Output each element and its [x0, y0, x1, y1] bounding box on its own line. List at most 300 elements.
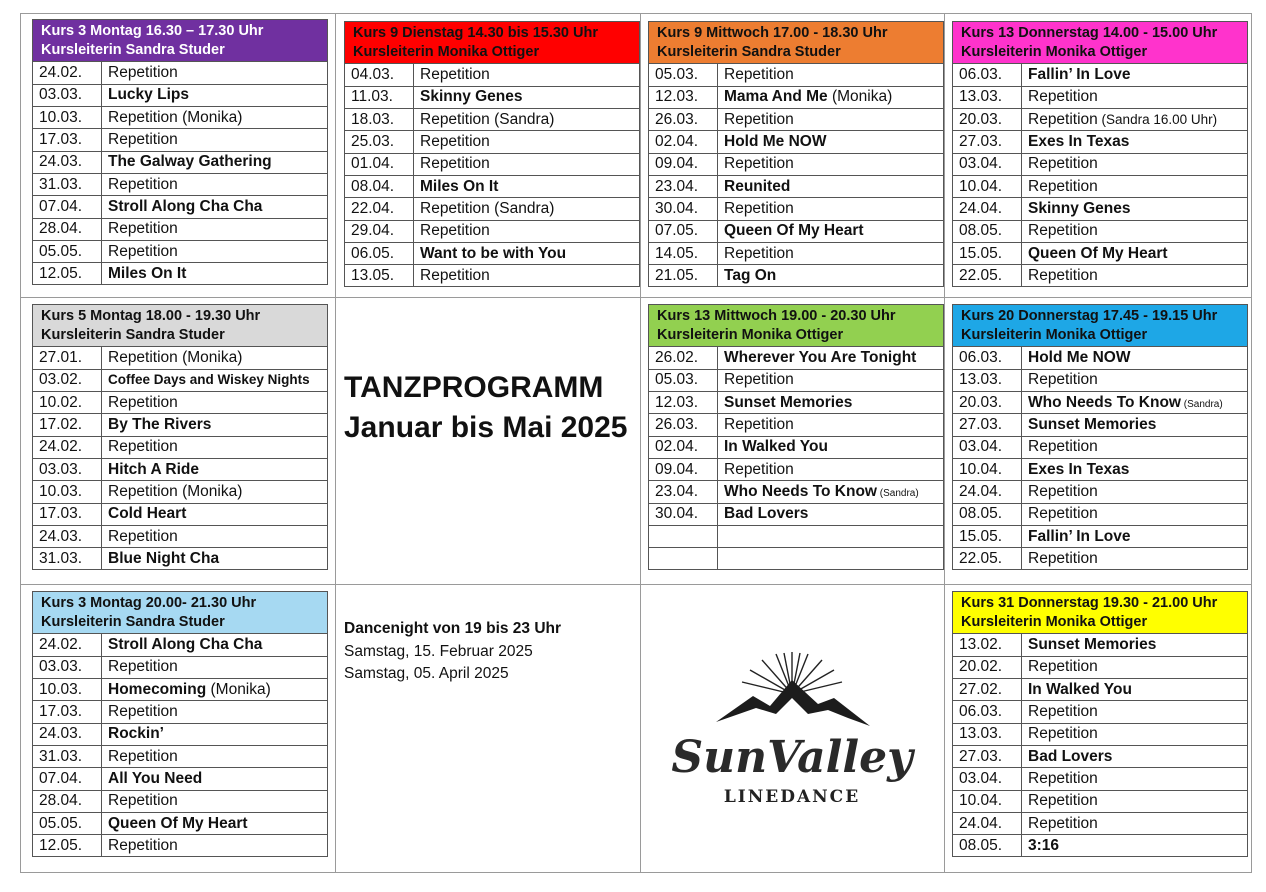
grid-line: [640, 13, 641, 873]
row-date: 10.04.: [953, 458, 1022, 480]
course-title: Kurs 31 Donnerstag 19.30 - 21.00 Uhr: [961, 595, 1218, 611]
table-row: [33, 240, 328, 262]
row-date: 23.04.: [649, 481, 718, 503]
dance-name: Repetition (Monika): [108, 348, 243, 366]
table-row: [33, 107, 328, 129]
table-row: [953, 768, 1248, 790]
dance-name: Repetition: [1028, 814, 1098, 832]
dance-name: Repetition: [1028, 658, 1098, 676]
dance-name: Rockin’: [108, 725, 164, 743]
dancenight-date: Samstag, 05. April 2025: [344, 665, 509, 682]
table-row: [953, 656, 1248, 678]
dance-name: Sunset Memories: [724, 393, 853, 411]
row-dance: [718, 548, 944, 570]
table-row: [953, 679, 1248, 701]
dance-name: Repetition: [1028, 438, 1098, 456]
row-dance: [1022, 701, 1248, 723]
row-dance: [1022, 414, 1248, 436]
row-dance: [718, 64, 944, 86]
schedule-table: [952, 64, 1248, 287]
mountain-sun-icon: [658, 648, 926, 818]
table-row: [953, 835, 1248, 857]
row-date: 10.02.: [33, 392, 102, 414]
row-date: 22.05.: [953, 548, 1022, 570]
row-dance: [1022, 548, 1248, 570]
dance-name: Mama And Me: [724, 88, 828, 106]
table-row: [649, 548, 944, 570]
dance-name: Bad Lovers: [724, 505, 809, 523]
table-row: [33, 723, 328, 745]
row-date: 27.02.: [953, 679, 1022, 701]
table-row: [953, 153, 1248, 175]
row-date: 05.03.: [649, 369, 718, 391]
dance-name: Exes In Texas: [1028, 460, 1130, 478]
table-row: [649, 369, 944, 391]
dance-name: Repetition (Sandra): [420, 199, 555, 217]
table-row: [649, 525, 944, 547]
row-dance: [102, 768, 328, 790]
row-date: 12.05.: [33, 263, 102, 285]
table-row: [33, 369, 328, 391]
row-dance: [102, 151, 328, 173]
row-date: 06.03.: [953, 701, 1022, 723]
schedule-table: [344, 64, 640, 287]
dance-name: Repetition: [420, 65, 490, 83]
dance-name: Repetition: [1028, 505, 1098, 523]
row-date: 24.03.: [33, 151, 102, 173]
row-date: 14.05.: [649, 242, 718, 264]
dancenight-info: [344, 618, 561, 686]
course-title: Kurs 3 Montag 20.00- 21.30 Uhr: [41, 595, 257, 611]
table-row: [345, 109, 640, 131]
table-row: [33, 656, 328, 678]
row-dance: [102, 458, 328, 480]
schedule-table: [952, 634, 1248, 857]
row-date: 10.04.: [953, 790, 1022, 812]
course-header: [32, 19, 328, 62]
course-kurs-20-donnerstag: [952, 304, 1248, 570]
row-dance: [102, 548, 328, 570]
table-row: [649, 242, 944, 264]
dance-name: Repetition: [1028, 177, 1098, 195]
row-dance: [102, 392, 328, 414]
row-date: 12.05.: [33, 835, 102, 857]
row-dance: [414, 175, 640, 197]
row-dance: [102, 129, 328, 151]
row-dance: [1022, 481, 1248, 503]
dance-name: 3:16: [1028, 836, 1060, 854]
table-row: [33, 196, 328, 218]
row-dance: [414, 242, 640, 264]
dance-name: Repetition: [108, 438, 178, 456]
row-date: 06.03.: [953, 64, 1022, 86]
table-row: [649, 436, 944, 458]
table-row: [33, 481, 328, 503]
course-header: [344, 21, 640, 64]
table-row: [953, 634, 1248, 656]
row-dance: [102, 812, 328, 834]
row-dance: [1022, 64, 1248, 86]
row-date: 17.03.: [33, 503, 102, 525]
grid-line: [944, 13, 945, 873]
table-row: [33, 503, 328, 525]
row-dance: [1022, 634, 1248, 656]
row-dance: [102, 835, 328, 857]
course-leader: Kursleiterin Monika Ottiger: [657, 327, 844, 343]
dance-name: In Walked You: [1028, 680, 1132, 698]
dancenight-heading: Dancenight von 19 bis 23 Uhr: [344, 620, 562, 637]
dance-name: Repetition: [1028, 88, 1098, 106]
course-leader: Kursleiterin Monika Ottiger: [961, 614, 1148, 630]
table-row: [953, 175, 1248, 197]
course-title: Kurs 9 Dienstag 14.30 bis 15.30 Uhr: [353, 25, 598, 41]
course-kurs-31-donnerstag: [952, 591, 1248, 857]
course-leader: Kursleiterin Sandra Studer: [41, 327, 225, 343]
row-dance: [718, 369, 944, 391]
dance-name: Repetition: [1028, 155, 1098, 173]
dance-name: Sunset Memories: [1028, 635, 1157, 653]
row-dance: [1022, 265, 1248, 287]
row-date: 13.03.: [953, 723, 1022, 745]
row-dance: [1022, 503, 1248, 525]
course-header: [648, 304, 944, 347]
dance-name: Repetition: [108, 527, 178, 545]
dance-name: Repetition: [108, 747, 178, 765]
dance-name: Repetition: [108, 658, 178, 676]
course-kurs-5-montag: [32, 304, 328, 570]
row-date: 02.04.: [649, 436, 718, 458]
row-date: 17.03.: [33, 701, 102, 723]
dancenight-date: Samstag, 15. Februar 2025: [344, 642, 533, 660]
table-row: [345, 265, 640, 287]
table-row: [33, 790, 328, 812]
dance-name: Repetition: [724, 199, 794, 217]
table-row: [33, 768, 328, 790]
row-date: [649, 548, 718, 570]
course-header: [648, 21, 944, 64]
table-row: [649, 481, 944, 503]
table-row: [345, 175, 640, 197]
course-kurs-9-mittwoch: [648, 21, 944, 287]
row-dance: [718, 86, 944, 108]
table-row: [345, 64, 640, 86]
dance-note: (Monika): [206, 680, 271, 698]
table-row: [33, 548, 328, 570]
dance-name: Queen Of My Heart: [1028, 244, 1168, 262]
row-dance: [718, 392, 944, 414]
dance-name: All You Need: [108, 769, 203, 787]
dance-name: Wherever You Are Tonight: [724, 348, 917, 366]
dance-name: Repetition (Monika): [108, 482, 243, 500]
dance-name: Repetition: [724, 371, 794, 389]
dance-name: Sunset Memories: [1028, 416, 1157, 434]
row-date: 17.03.: [33, 129, 102, 151]
course-header: [952, 591, 1248, 634]
row-dance: [1022, 745, 1248, 767]
dance-name: Repetition: [1028, 549, 1098, 567]
dance-name: Repetition: [420, 133, 490, 151]
dance-name: Repetition: [724, 65, 794, 83]
row-dance: [414, 131, 640, 153]
row-dance: [718, 458, 944, 480]
row-dance: [718, 131, 944, 153]
table-row: [953, 812, 1248, 834]
schedule-table: [32, 62, 328, 285]
course-title: Kurs 9 Mittwoch 17.00 - 18.30 Uhr: [657, 25, 888, 41]
table-row: [345, 242, 640, 264]
dance-name: Stroll Along Cha Cha: [108, 635, 263, 653]
course-leader: Kursleiterin Sandra Studer: [657, 44, 841, 60]
dance-name: The Galway Gathering: [108, 153, 272, 171]
row-date: 10.03.: [33, 107, 102, 129]
row-dance: [414, 220, 640, 242]
course-leader: Kursleiterin Monika Ottiger: [353, 44, 540, 60]
dance-name: Hold Me NOW: [1028, 348, 1131, 366]
table-row: [953, 458, 1248, 480]
row-date: 22.04.: [345, 198, 414, 220]
row-dance: [1022, 109, 1248, 131]
grid-line: [335, 13, 336, 873]
table-row: [953, 436, 1248, 458]
row-date: 26.03.: [649, 414, 718, 436]
row-date: 03.04.: [953, 436, 1022, 458]
row-dance: [102, 240, 328, 262]
row-dance: [102, 701, 328, 723]
table-row: [33, 218, 328, 240]
table-row: [33, 525, 328, 547]
row-dance: [718, 481, 944, 503]
row-date: 27.03.: [953, 745, 1022, 767]
row-date: 27.03.: [953, 131, 1022, 153]
table-row: [953, 109, 1248, 131]
dance-name: Repetition: [724, 155, 794, 173]
row-date: 24.04.: [953, 198, 1022, 220]
row-dance: [414, 109, 640, 131]
dance-name: Repetition: [108, 393, 178, 411]
row-date: 31.03.: [33, 173, 102, 195]
row-date: 07.04.: [33, 768, 102, 790]
logo-main-text: SunValley: [671, 732, 913, 783]
row-date: 21.05.: [649, 265, 718, 287]
row-dance: [102, 634, 328, 656]
row-dance: [1022, 458, 1248, 480]
table-row: [953, 369, 1248, 391]
row-date: 08.04.: [345, 175, 414, 197]
dance-name: Repetition: [108, 63, 178, 81]
table-row: [33, 129, 328, 151]
table-row: [953, 242, 1248, 264]
dance-name: Who Needs To Know: [1028, 393, 1181, 411]
row-dance: [102, 62, 328, 84]
schedule-table: [32, 634, 328, 857]
dance-name: Repetition: [420, 155, 490, 173]
row-date: 01.04.: [345, 153, 414, 175]
table-row: [953, 64, 1248, 86]
table-row: [33, 392, 328, 414]
dance-name: Repetition: [1028, 371, 1098, 389]
dance-name: Miles On It: [420, 177, 499, 195]
row-date: 05.05.: [33, 240, 102, 262]
row-date: 24.03.: [33, 525, 102, 547]
table-row: [649, 392, 944, 414]
row-date: 27.01.: [33, 347, 102, 369]
row-date: 03.04.: [953, 153, 1022, 175]
row-dance: [102, 263, 328, 285]
dance-name: Fallin’ In Love: [1028, 527, 1131, 545]
dance-name: Repetition: [420, 222, 490, 240]
row-dance: [718, 220, 944, 242]
dance-name: Repetition: [1028, 769, 1098, 787]
row-date: 04.03.: [345, 64, 414, 86]
dance-name: Repetition: [724, 244, 794, 262]
table-row: [33, 745, 328, 767]
table-row: [953, 481, 1248, 503]
course-header: [32, 304, 328, 347]
row-date: 23.04.: [649, 175, 718, 197]
table-row: [33, 62, 328, 84]
row-dance: [414, 265, 640, 287]
table-row: [953, 525, 1248, 547]
row-dance: [1022, 436, 1248, 458]
row-date: 31.03.: [33, 745, 102, 767]
row-date: 20.03.: [953, 109, 1022, 131]
row-dance: [718, 153, 944, 175]
course-title: Kurs 20 Donnerstag 17.45 - 19.15 Uhr: [961, 308, 1218, 324]
schedule-table: [648, 347, 944, 570]
table-row: [33, 458, 328, 480]
dance-name: Who Needs To Know: [724, 482, 877, 500]
row-dance: [102, 436, 328, 458]
dance-name: Repetition: [108, 703, 178, 721]
row-dance: [102, 481, 328, 503]
row-date: 13.02.: [953, 634, 1022, 656]
row-dance: [718, 347, 944, 369]
grid-line: [20, 297, 1252, 298]
dance-name: Repetition: [108, 220, 178, 238]
row-dance: [102, 723, 328, 745]
course-kurs-13-mittwoch: [648, 304, 944, 570]
row-date: 24.02.: [33, 634, 102, 656]
table-row: [953, 548, 1248, 570]
dance-name: Miles On It: [108, 264, 187, 282]
dance-name: Hitch A Ride: [108, 460, 199, 478]
course-title: Kurs 13 Mittwoch 19.00 - 20.30 Uhr: [657, 308, 896, 324]
dance-name: Repetition: [108, 242, 178, 260]
table-row: [953, 198, 1248, 220]
row-dance: [1022, 220, 1248, 242]
row-dance: [1022, 812, 1248, 834]
row-dance: [1022, 198, 1248, 220]
dance-name: Skinny Genes: [1028, 199, 1131, 217]
row-date: 22.05.: [953, 265, 1022, 287]
table-row: [33, 84, 328, 106]
dance-name: Hold Me NOW: [724, 133, 827, 151]
dance-name: Repetition: [1028, 792, 1098, 810]
table-row: [345, 220, 640, 242]
row-date: 28.04.: [33, 218, 102, 240]
dance-name: Repetition: [108, 792, 178, 810]
row-dance: [718, 436, 944, 458]
dance-name: Repetition: [108, 836, 178, 854]
row-date: 05.03.: [649, 64, 718, 86]
row-dance: [102, 656, 328, 678]
table-row: [953, 265, 1248, 287]
dance-name: Repetition (Monika): [108, 108, 243, 126]
table-row: [649, 347, 944, 369]
row-dance: [1022, 723, 1248, 745]
row-dance: [414, 64, 640, 86]
course-title: Kurs 3 Montag 16.30 – 17.30 Uhr: [41, 23, 264, 39]
row-date: 03.03.: [33, 84, 102, 106]
row-dance: [1022, 679, 1248, 701]
dance-name: Want to be with You: [420, 244, 567, 262]
row-dance: [1022, 656, 1248, 678]
row-date: 10.03.: [33, 481, 102, 503]
row-dance: [102, 369, 328, 391]
row-date: 03.03.: [33, 656, 102, 678]
table-row: [649, 175, 944, 197]
grid-line: [20, 584, 1252, 585]
row-dance: [102, 173, 328, 195]
row-date: 12.03.: [649, 392, 718, 414]
dance-name: Repetition: [1028, 266, 1098, 284]
table-row: [33, 679, 328, 701]
table-row: [649, 458, 944, 480]
row-date: 26.02.: [649, 347, 718, 369]
dance-note: (Sandra): [1180, 398, 1223, 410]
table-row: [953, 790, 1248, 812]
table-row: [649, 503, 944, 525]
row-dance: [718, 175, 944, 197]
dance-name: Queen Of My Heart: [108, 814, 248, 832]
row-dance: [1022, 835, 1248, 857]
table-row: [345, 153, 640, 175]
dance-name: Coffee Days and Wiskey Nights: [108, 372, 310, 388]
row-date: 29.04.: [345, 220, 414, 242]
row-date: 15.05.: [953, 525, 1022, 547]
table-row: [33, 701, 328, 723]
course-kurs-3-montag-2000: [32, 591, 328, 857]
course-kurs-9-dienstag: [344, 21, 640, 287]
row-dance: [1022, 790, 1248, 812]
row-dance: [718, 109, 944, 131]
dance-name: Lucky Lips: [108, 86, 189, 104]
dance-name: Repetition: [724, 460, 794, 478]
course-header: [952, 21, 1248, 64]
dance-name: Exes In Texas: [1028, 133, 1130, 151]
row-dance: [1022, 369, 1248, 391]
dance-name: Queen Of My Heart: [724, 222, 864, 240]
sunvalley-linedance-logo: [658, 648, 926, 818]
row-dance: [1022, 525, 1248, 547]
course-kurs-13-donnerstag: [952, 21, 1248, 287]
dance-name: Repetition: [420, 266, 490, 284]
dance-note: (Sandra 16.00 Uhr): [1097, 111, 1218, 127]
row-date: 11.03.: [345, 86, 414, 108]
row-date: 09.04.: [649, 153, 718, 175]
row-date: 24.02.: [33, 436, 102, 458]
dance-name: Fallin’ In Love: [1028, 65, 1131, 83]
course-title: Kurs 5 Montag 18.00 - 19.30 Uhr: [41, 308, 261, 324]
row-date: 20.02.: [953, 656, 1022, 678]
dance-name: Blue Night Cha: [108, 549, 220, 567]
course-title: Kurs 13 Donnerstag 14.00 - 15.00 Uhr: [961, 25, 1218, 41]
dance-name: Repetition: [1028, 110, 1098, 128]
table-row: [33, 634, 328, 656]
row-date: 26.03.: [649, 109, 718, 131]
logo-sub-text: LINEDANCE: [723, 787, 861, 807]
row-date: 10.03.: [33, 679, 102, 701]
